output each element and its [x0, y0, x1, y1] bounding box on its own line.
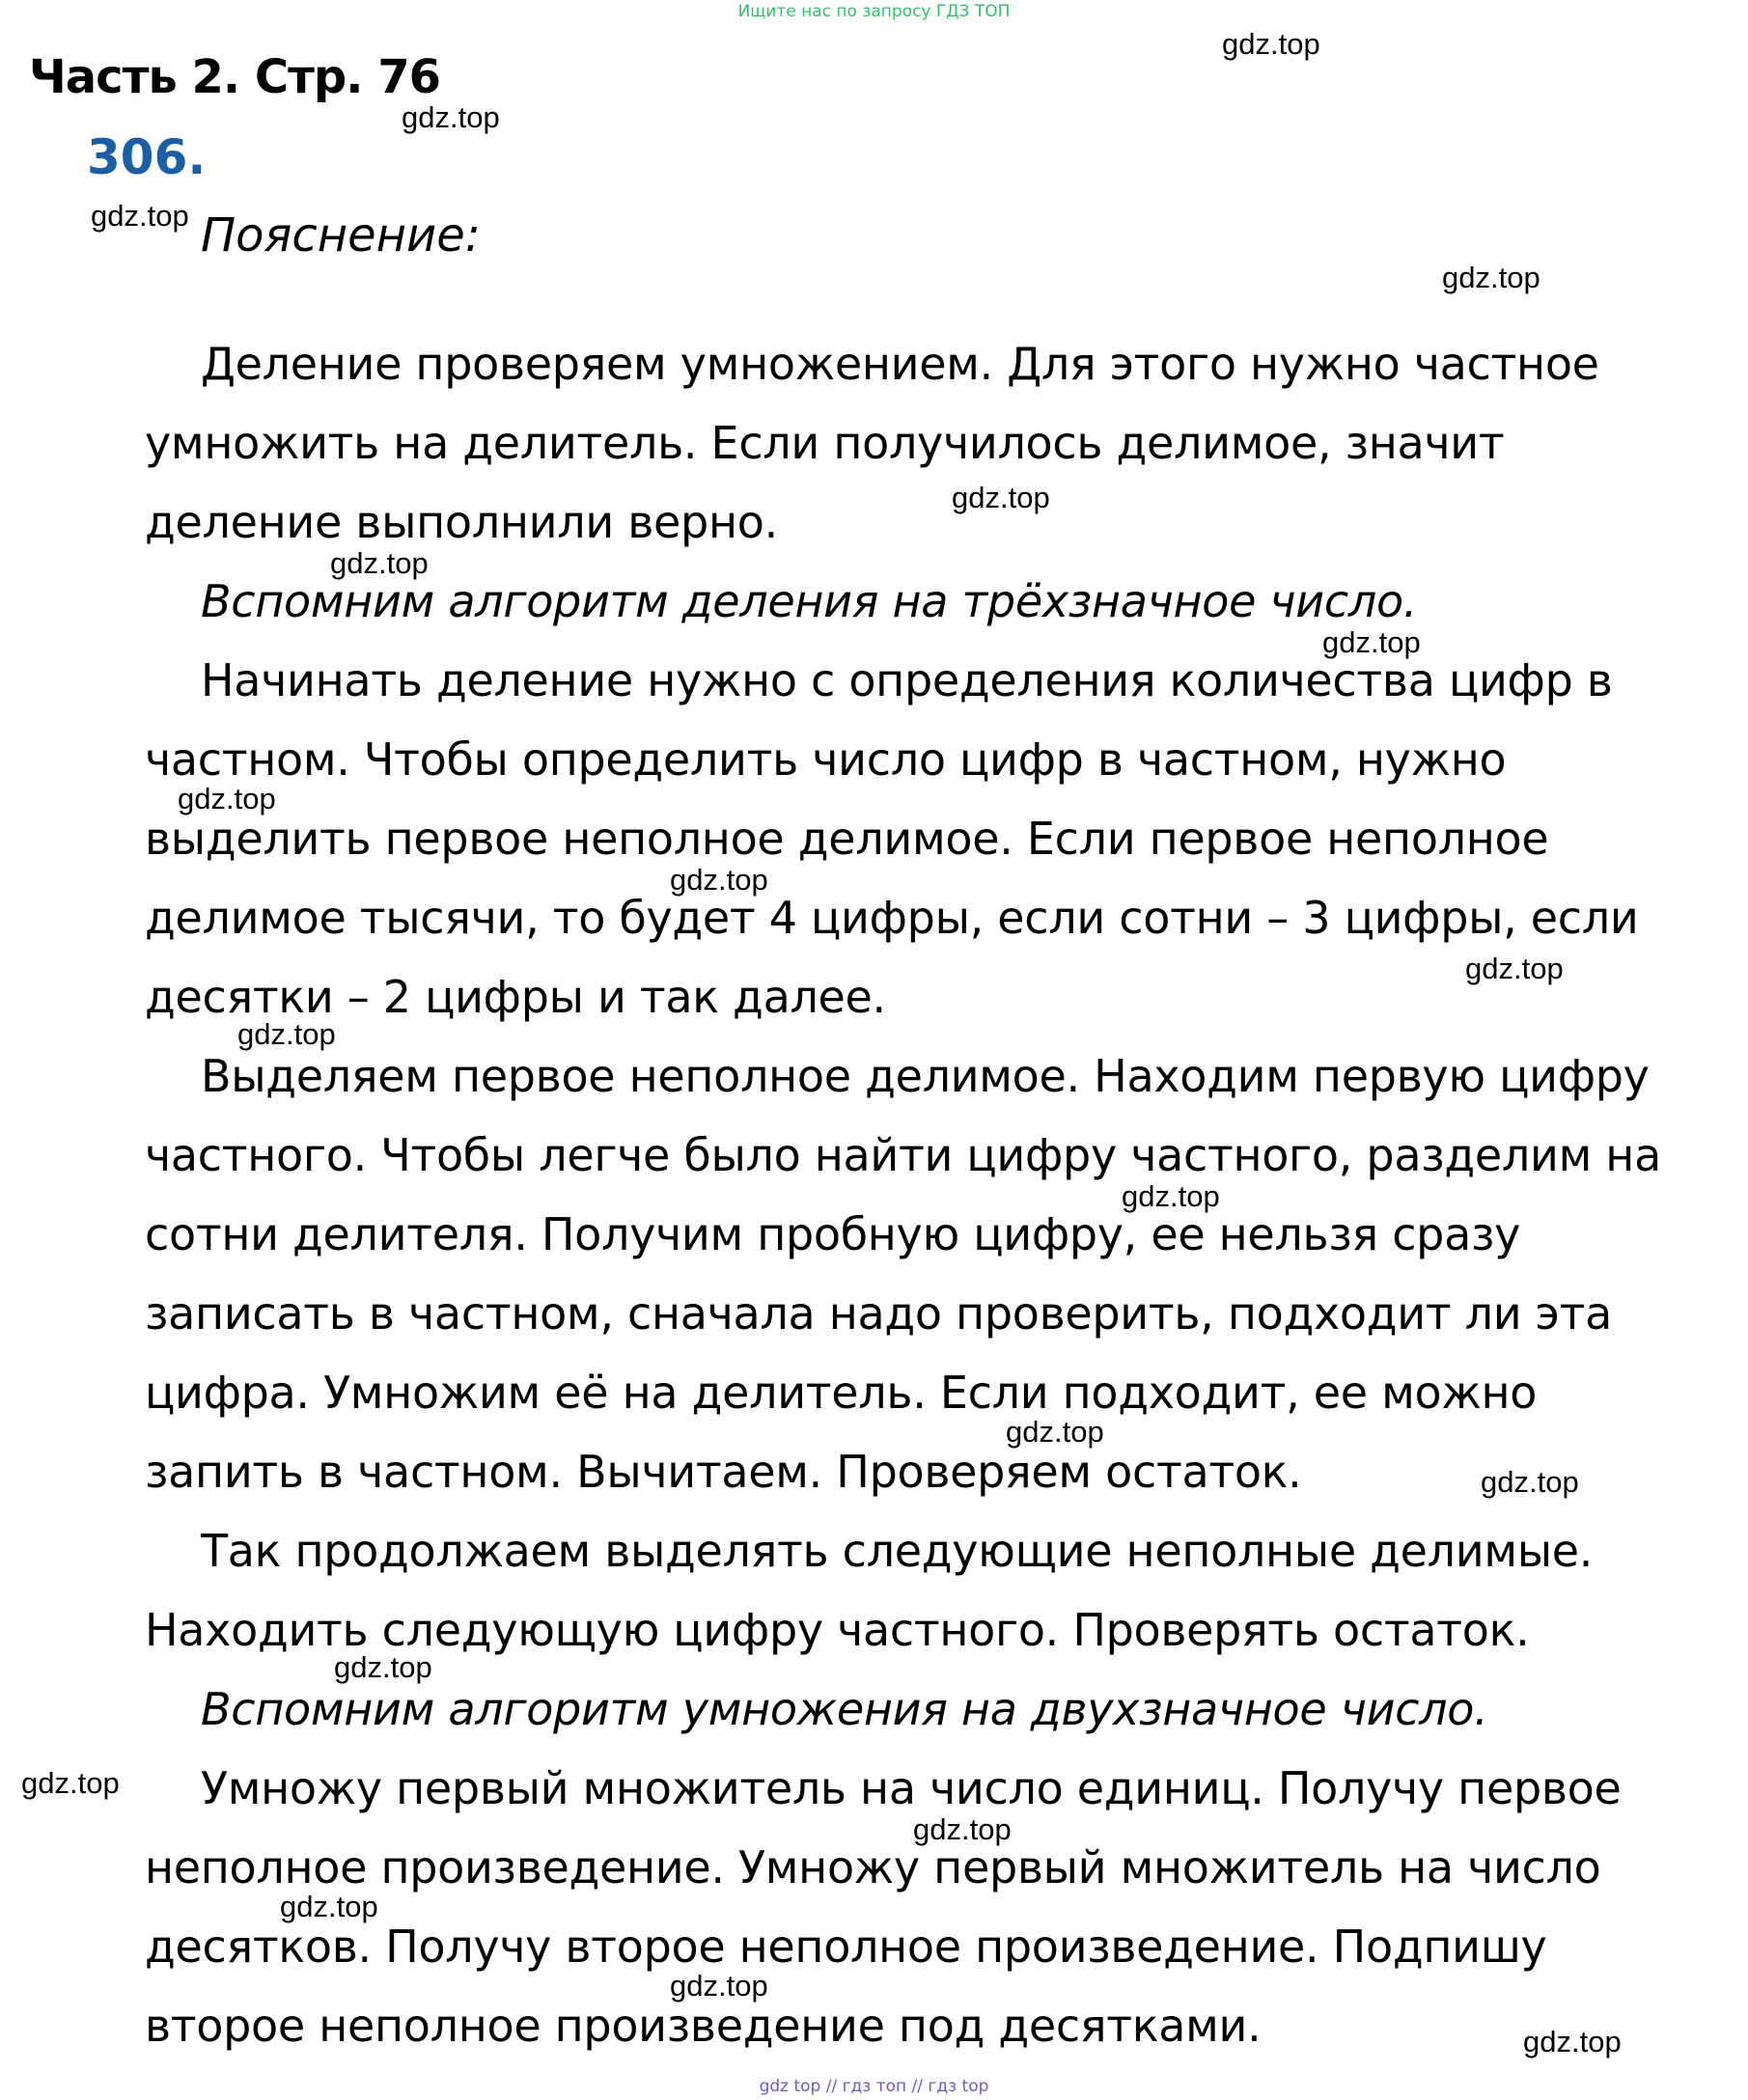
watermark: gdz.top — [402, 100, 500, 134]
text-line: Начинать деление нужно с определения количества цифр в — [201, 654, 1613, 706]
watermark: gdz.top — [1523, 2025, 1622, 2059]
text-line: делимое тысячи, то будет 4 цифры, если сотни – 3 цифры, если — [145, 892, 1639, 944]
text-line: второе неполное произведение под десятками. — [145, 2000, 1262, 2052]
text-line: запить в частном. Вычитаем. Проверяем остаток. — [145, 1446, 1302, 1498]
watermark: gdz.top — [330, 546, 429, 580]
watermark: gdz.top — [670, 1969, 768, 2003]
text-line: Вспомним алгоритм деления на трёхзначное число. — [201, 575, 1418, 627]
watermark: gdz.top — [21, 1766, 120, 1800]
watermark: gdz.top — [952, 481, 1050, 514]
text-line: цифра. Умножим её на делитель. Если подходит, ее можно — [145, 1367, 1538, 1419]
explanation-label: Пояснение: — [201, 208, 481, 262]
text-line: Умножу первый множитель на число единиц. Получу первое — [201, 1762, 1622, 1814]
watermark: gdz.top — [1442, 261, 1540, 294]
page-heading: Часть 2. Стр. 76 — [29, 50, 441, 104]
watermark: gdz.top — [1481, 1465, 1579, 1499]
text-line: частном. Чтобы определить число цифр в частном, нужно — [145, 733, 1507, 786]
watermark: gdz.top — [334, 1650, 432, 1684]
text-line: выделить первое неполное делимое. Если первое неполное — [145, 813, 1549, 865]
watermark: gdz.top — [237, 1017, 336, 1051]
watermark: gdz.top — [670, 863, 768, 897]
text-line: Деление проверяем умножением. Для этого нужно частное — [201, 338, 1599, 390]
watermark: gdz.top — [1465, 952, 1564, 985]
text-line: умножить на делитель. Если получилось делимое, значит — [145, 417, 1505, 469]
watermark: gdz.top — [1222, 27, 1320, 61]
text-line: неполное произведение. Умножу первый множитель на число — [145, 1841, 1601, 1893]
watermark: gdz.top — [280, 1890, 378, 1923]
text-line: Находить следующую цифру частного. Проверять остаток. — [145, 1604, 1530, 1656]
text-line: Так продолжаем выделять следующие неполные делимые. — [201, 1525, 1594, 1577]
watermark: gdz.top — [91, 199, 189, 233]
text-line: Выделяем первое неполное делимое. Находим первую цифру — [201, 1050, 1650, 1102]
watermark: gdz.top — [178, 782, 276, 815]
top-banner: Ищите нас по запросу ГДЗ ТОП — [737, 2, 1011, 21]
text-line: Вспомним алгоритм умножения на двухзначное число. — [201, 1683, 1488, 1735]
text-line: десятки – 2 цифры и так далее. — [145, 971, 886, 1023]
watermark: gdz.top — [1006, 1415, 1104, 1449]
watermark: gdz.top — [913, 1812, 1012, 1846]
task-number: 306. — [87, 129, 207, 185]
text-line: частного. Чтобы легче было найти цифру частного, разделим на — [145, 1129, 1661, 1181]
text-line: записать в частном, сначала надо проверить, подходит ли эта — [145, 1287, 1612, 1340]
text-line: десятков. Получу второе неполное произведение. Подпишу — [145, 1920, 1547, 1973]
text-line: сотни делителя. Получим пробную цифру, ее нельзя сразу — [145, 1208, 1521, 1260]
text-line: деление выполнили верно. — [145, 496, 778, 548]
footer-links: gdz top // гдз топ // гдз top — [759, 2077, 989, 2096]
watermark: gdz.top — [1322, 625, 1421, 659]
watermark: gdz.top — [1122, 1179, 1220, 1213]
